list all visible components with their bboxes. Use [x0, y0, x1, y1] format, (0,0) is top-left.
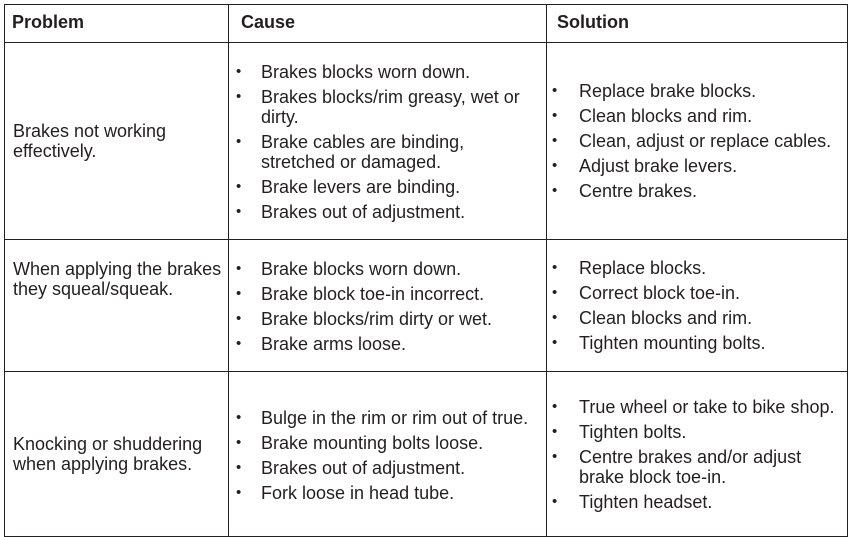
bullet-icon: • [552, 334, 558, 351]
list-item [229, 87, 546, 127]
troubleshooting-table [4, 4, 848, 537]
header-problem: Problem [5, 5, 229, 43]
bullet-icon: • [236, 63, 242, 80]
bullet-icon: • [552, 157, 558, 174]
solution-text: Tighten bolts. [579, 421, 687, 442]
list-item [547, 81, 847, 101]
problem-cell: Knocking or shuddering when applying brakes. [5, 372, 229, 537]
cause-text: Brake blocks worn down. [261, 259, 462, 279]
bullet-icon: • [552, 82, 558, 99]
list-item [547, 181, 847, 201]
header-row [5, 5, 848, 43]
list-item [229, 177, 546, 197]
table-row [5, 43, 848, 240]
bullet-icon: • [236, 133, 242, 150]
list-item [229, 408, 546, 428]
solution-text: Replace blocks. [579, 258, 707, 278]
cause-text: Bulge in the rim or rim out of true. [261, 407, 529, 428]
solution-cell [547, 240, 848, 372]
bullet-icon: • [552, 422, 558, 440]
cause-list [229, 259, 546, 354]
bullet-icon: • [552, 309, 558, 326]
list-item [229, 259, 546, 279]
cause-list [229, 62, 546, 222]
bullet-icon: • [236, 310, 242, 327]
list-item [547, 258, 847, 278]
list-item [547, 106, 847, 126]
list-item [547, 308, 847, 328]
bullet-icon: • [552, 259, 558, 276]
bullet-icon: • [236, 203, 242, 220]
solution-text: Replace brake blocks. [579, 81, 757, 101]
table-row [5, 372, 848, 537]
cause-cell [229, 240, 547, 372]
header-cause: Cause [229, 5, 547, 43]
list-item [229, 202, 546, 222]
solution-text: Clean, adjust or replace cables. [579, 131, 832, 151]
list-item [547, 156, 847, 176]
solution-list [547, 81, 847, 201]
list-item [547, 492, 847, 512]
solution-text: Centre brakes. [579, 181, 698, 201]
solution-list [547, 397, 847, 512]
problem-cell: When applying the brakes they squeal/squeak. [5, 240, 229, 372]
cause-text: Brake block toe-in incorrect. [261, 284, 485, 304]
list-item [229, 284, 546, 304]
bullet-icon: • [552, 132, 558, 149]
list-item [229, 483, 546, 503]
bullet-icon: • [236, 483, 242, 501]
bullet-icon: • [236, 458, 242, 476]
solution-text: True wheel or take to bike shop. [579, 396, 835, 417]
list-item [547, 333, 847, 353]
cause-text: Fork loose in head tube. [261, 482, 455, 503]
solution-text: Tighten mounting bolts. [579, 333, 766, 353]
solution-list [547, 258, 847, 353]
cause-text: Brakes out of adjustment. [261, 457, 466, 478]
list-item [547, 283, 847, 303]
cause-list [229, 408, 546, 503]
list-item [547, 131, 847, 151]
list-item [547, 447, 847, 487]
bullet-icon: • [236, 285, 242, 302]
cause-text: Brakes blocks/rim greasy, wet or dirty. [261, 87, 520, 127]
bullet-icon: • [236, 335, 242, 352]
solution-text: Clean blocks and rim. [579, 308, 753, 328]
cause-text: Brakes blocks worn down. [261, 62, 471, 82]
solution-text: Centre brakes and/or adjust brake block toe-in. [579, 446, 802, 487]
problem-cell: Brakes not working effectively. [5, 43, 229, 240]
cause-text: Brake levers are binding. [261, 177, 461, 197]
cause-text: Brake mounting bolts loose. [261, 432, 484, 453]
cause-text: Brake arms loose. [261, 334, 407, 354]
solution-text: Adjust brake levers. [579, 156, 738, 176]
list-item [229, 433, 546, 453]
bullet-icon: • [552, 447, 558, 465]
bullet-icon: • [236, 88, 242, 105]
bullet-icon: • [552, 182, 558, 199]
list-item [229, 458, 546, 478]
solution-text: Correct block toe-in. [579, 283, 741, 303]
list-item [547, 422, 847, 442]
bullet-icon: • [236, 433, 242, 451]
list-item [547, 397, 847, 417]
bullet-icon: • [236, 178, 242, 195]
table-row [5, 240, 848, 372]
list-item [229, 62, 546, 82]
bullet-icon: • [552, 397, 558, 415]
bullet-icon: • [552, 492, 558, 510]
cause-cell [229, 43, 547, 240]
solution-text: Clean blocks and rim. [579, 106, 753, 126]
solution-cell [547, 372, 848, 537]
bullet-icon: • [552, 107, 558, 124]
cause-cell [229, 372, 547, 537]
bullet-icon: • [236, 408, 242, 426]
list-item [229, 334, 546, 354]
cause-text: Brake cables are binding, stretched or damaged. [261, 132, 465, 172]
bullet-icon: • [236, 260, 242, 277]
cause-text: Brakes out of adjustment. [261, 202, 466, 222]
header-solution: Solution [547, 5, 848, 43]
list-item [229, 132, 546, 172]
list-item [229, 309, 546, 329]
solution-cell [547, 43, 848, 240]
bullet-icon: • [552, 284, 558, 301]
cause-text: Brake blocks/rim dirty or wet. [261, 309, 493, 329]
solution-text: Tighten headset. [579, 491, 713, 512]
